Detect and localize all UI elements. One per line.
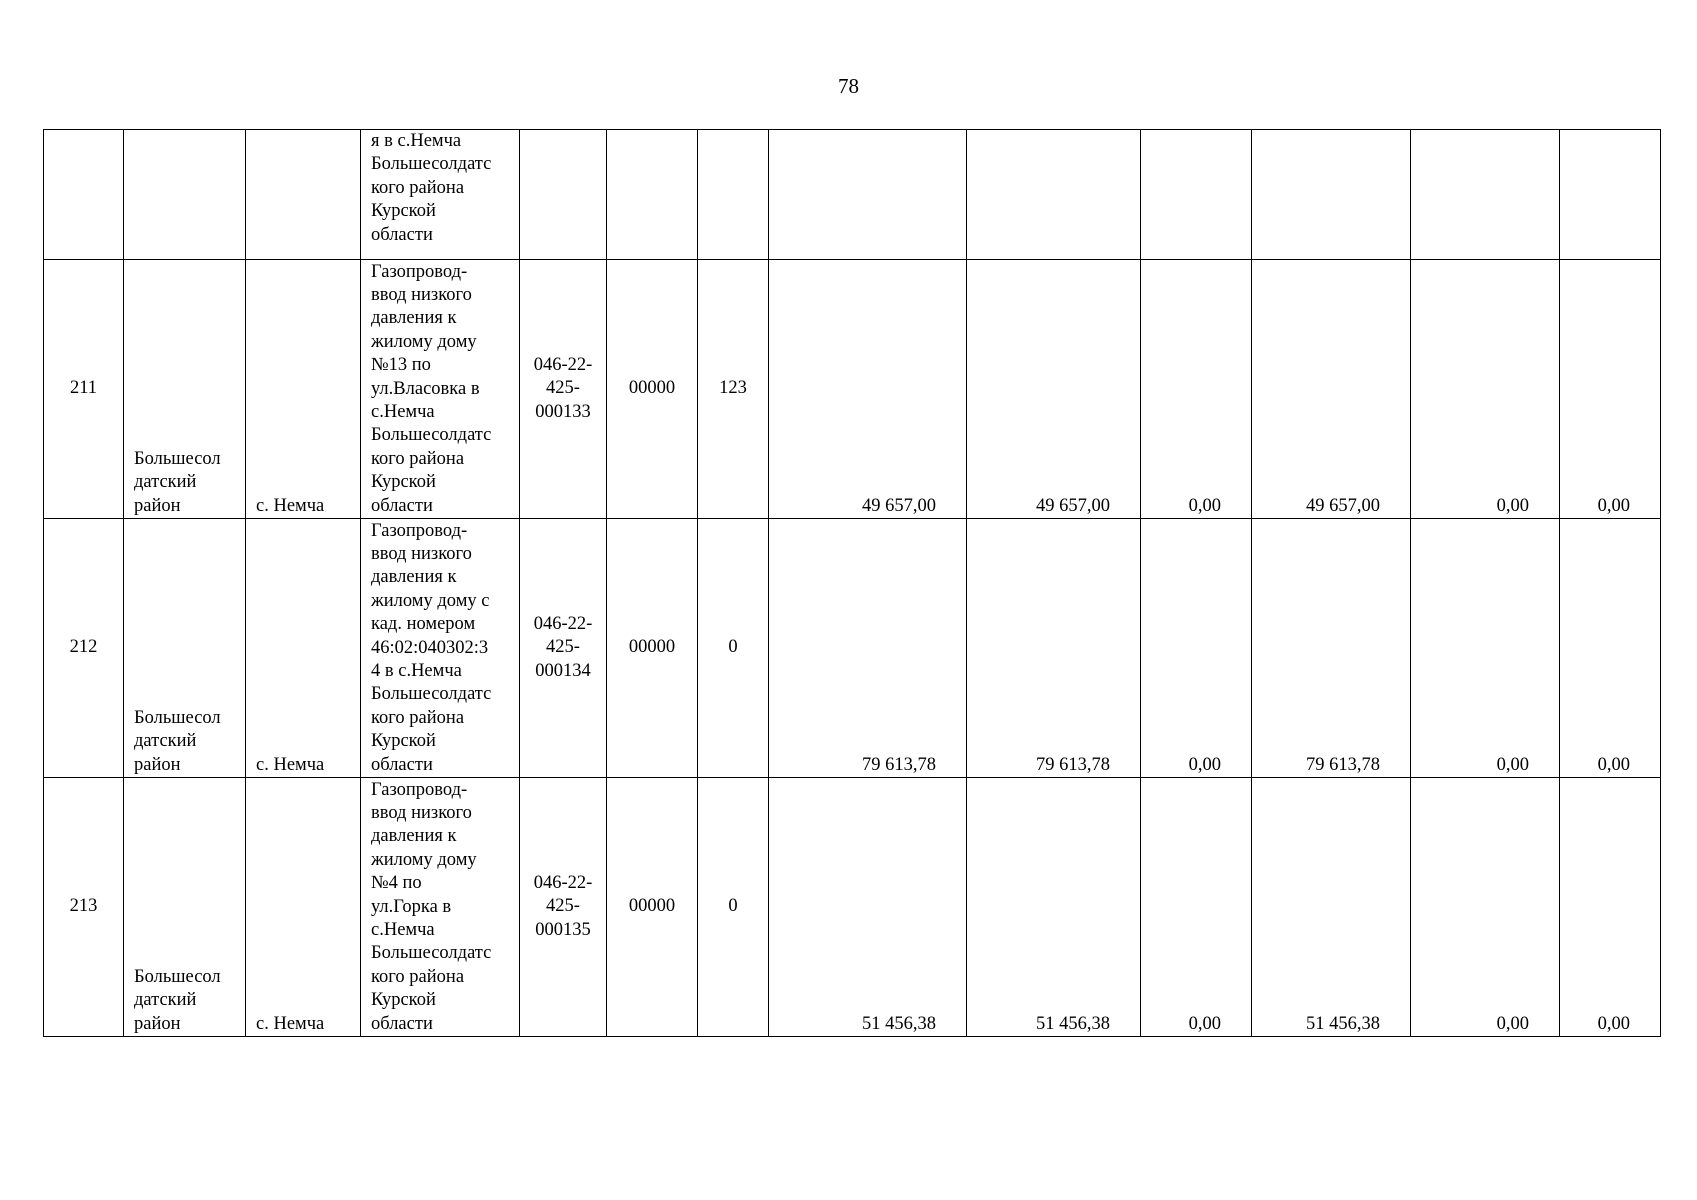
property-registry-table [43, 129, 1661, 1037]
locality-cell: с. Немча [246, 260, 361, 519]
code-cell: 046-22- 425- 000134 [520, 519, 607, 778]
value-cell: 79 613,78 [769, 519, 967, 778]
value-cell: 0,00 [1411, 260, 1560, 519]
value-cell: 49 657,00 [967, 260, 1141, 519]
code2-cell: 00000 [607, 778, 698, 1037]
length-cell: 123 [698, 260, 769, 519]
value-cell [769, 130, 967, 260]
locality-cell: с. Немча [246, 519, 361, 778]
table-row [44, 519, 1661, 778]
description-cell: Газопровод- ввод низкого давления к жилому дому с кад. номером 46:02:040302:3 4 в с.Немча Большесолдатс кого района Курской области [361, 519, 520, 778]
district-cell: Большесол датский район [124, 519, 246, 778]
length-cell: 0 [698, 778, 769, 1037]
district-cell [124, 130, 246, 260]
description-line: области [371, 224, 433, 245]
page-number: 78 [838, 74, 859, 98]
value-cell [1252, 130, 1411, 260]
description-line: Большесолдатс [371, 154, 492, 175]
continuation-row [44, 130, 1661, 260]
value-cell [1411, 130, 1560, 260]
value-cell: 0,00 [1411, 519, 1560, 778]
length-cell: 0 [698, 519, 769, 778]
value-cell: 0,00 [1560, 519, 1661, 778]
value-cell: 0,00 [1141, 778, 1252, 1037]
value-cell: 51 456,38 [967, 778, 1141, 1037]
description-cell: Газопровод- ввод низкого давления к жилому дому №13 по ул.Власовка в с.Немча Большесолдатс кого района Курской области [361, 260, 520, 519]
value-cell: 0,00 [1411, 778, 1560, 1037]
code2-cell [607, 130, 698, 260]
locality-cell [246, 130, 361, 260]
value-cell [967, 130, 1141, 260]
code-cell [520, 130, 607, 260]
value-cell: 79 613,78 [1252, 519, 1411, 778]
code2-cell: 00000 [607, 519, 698, 778]
value-cell [1560, 130, 1661, 260]
table-row [44, 260, 1661, 519]
code-cell: 046-22- 425- 000135 [520, 778, 607, 1037]
district-cell: Большесол датский район [124, 778, 246, 1037]
description-cell [361, 130, 520, 260]
value-cell: 49 657,00 [1252, 260, 1411, 519]
length-cell [698, 130, 769, 260]
value-cell [1141, 130, 1252, 260]
table-row [44, 778, 1661, 1037]
code-cell: 046-22- 425- 000133 [520, 260, 607, 519]
value-cell: 49 657,00 [769, 260, 967, 519]
value-cell: 0,00 [1560, 778, 1661, 1037]
row-number: 211 [44, 260, 124, 519]
description-line: я в с.Немча [371, 131, 462, 151]
value-cell: 51 456,38 [769, 778, 967, 1037]
row-number: 213 [44, 778, 124, 1037]
description-line: Курской [371, 201, 436, 222]
code2-cell: 00000 [607, 260, 698, 519]
value-cell: 79 613,78 [967, 519, 1141, 778]
row-number: 212 [44, 519, 124, 778]
value-cell: 0,00 [1560, 260, 1661, 519]
num-cell [44, 130, 124, 260]
value-cell: 0,00 [1141, 519, 1252, 778]
district-cell: Большесол датский район [124, 260, 246, 519]
value-cell: 0,00 [1141, 260, 1252, 519]
description-cell: Газопровод- ввод низкого давления к жилому дому №4 по ул.Горка в с.Немча Большесолдатс кого района Курской области [361, 778, 520, 1037]
description-line: кого района [371, 177, 465, 198]
locality-cell: с. Немча [246, 778, 361, 1037]
value-cell: 51 456,38 [1252, 778, 1411, 1037]
